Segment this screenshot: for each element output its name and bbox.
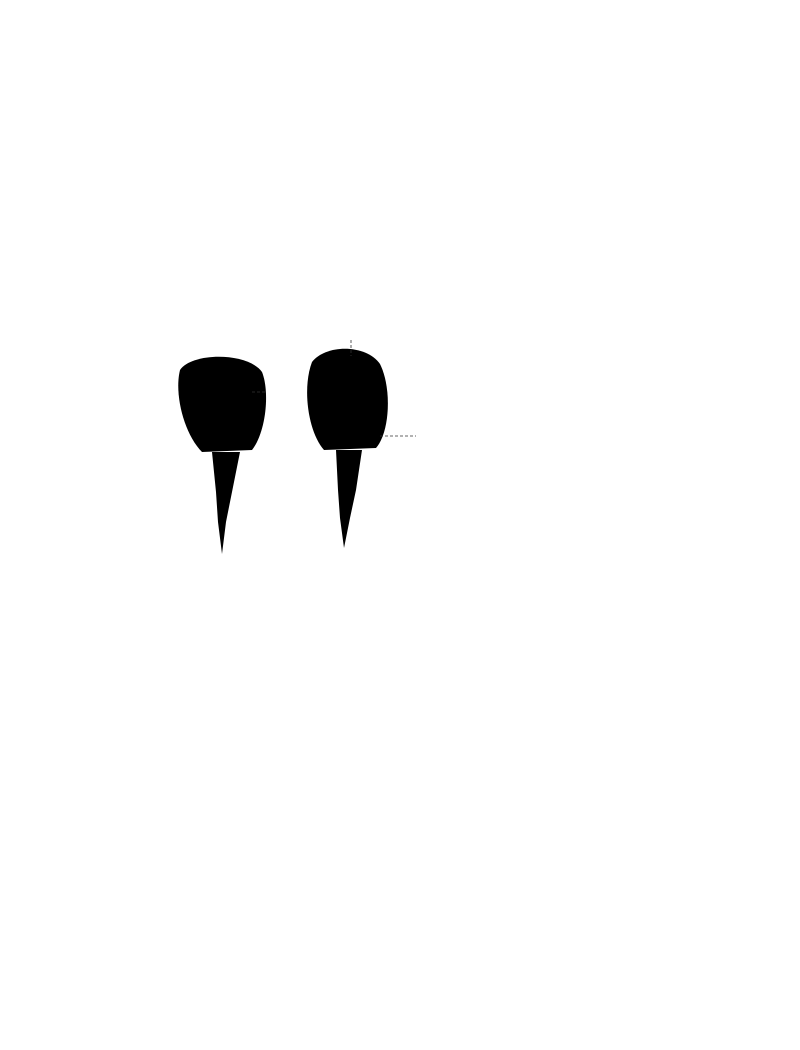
text-line <box>140 970 668 992</box>
text-line <box>140 948 668 970</box>
text-line <box>140 794 668 816</box>
text-line <box>436 360 668 382</box>
text-line <box>140 1026 668 1048</box>
text-line <box>140 728 668 750</box>
text-line <box>140 276 668 298</box>
text-line <box>140 860 668 882</box>
text-line <box>436 514 668 536</box>
figure-172 <box>140 322 432 570</box>
text-line <box>140 152 668 174</box>
text-line <box>140 992 668 1014</box>
text-line <box>436 602 668 624</box>
text-line <box>436 316 668 338</box>
text-line <box>140 750 668 772</box>
text-line <box>140 232 668 254</box>
text-line <box>436 426 668 448</box>
text-line <box>436 338 668 360</box>
text-line <box>140 772 668 794</box>
amphoridea-illustration <box>140 322 432 570</box>
text-line <box>436 536 668 558</box>
text-line <box>140 816 668 838</box>
text-line <box>436 448 668 470</box>
text-line <box>436 470 668 492</box>
text-line <box>436 382 668 404</box>
text-line <box>436 558 668 580</box>
text-line <box>140 926 668 948</box>
text-line <box>436 580 668 602</box>
text-line <box>140 904 668 926</box>
text-line <box>140 684 668 706</box>
text-line <box>436 660 668 682</box>
text-line <box>436 492 668 514</box>
text-line <box>140 130 668 152</box>
text-line <box>140 882 668 904</box>
text-line <box>140 706 668 728</box>
text-line <box>140 174 668 196</box>
specimen-b-ventral-view <box>285 341 410 548</box>
text-line <box>140 838 668 860</box>
text-line <box>140 254 668 276</box>
text-line <box>436 624 668 646</box>
specimen-a-dorsal-view <box>155 342 281 554</box>
text-line <box>436 404 668 426</box>
text-line <box>140 208 668 230</box>
